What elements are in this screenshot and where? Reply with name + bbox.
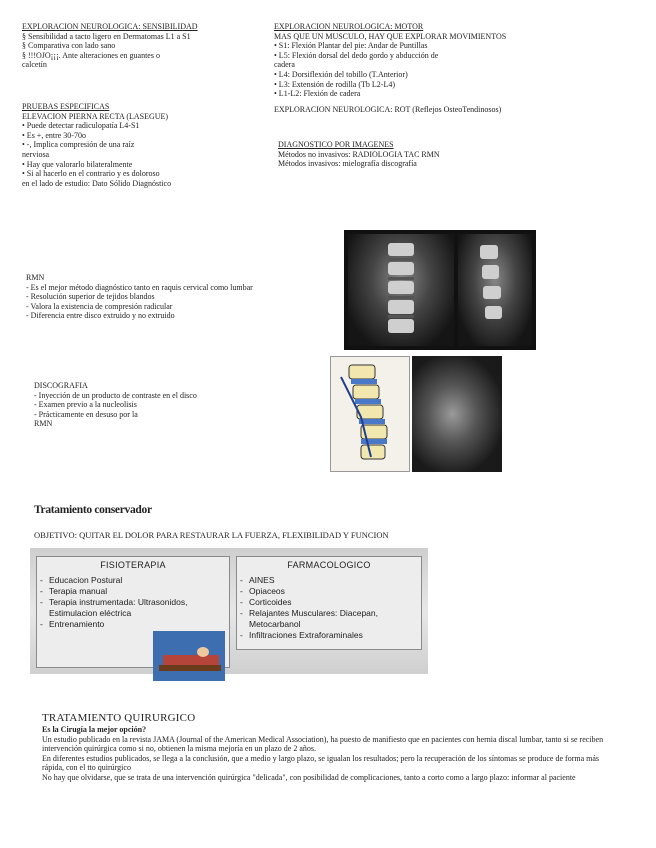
quirurgico-paragraph: En diferentes estudios publicados, se llega a la conclusión, que a medio y largo plazo, se igualan los resultados; pero la recuperación de los síntomas se produce de forma más rápida, con el tto quirúrgico — [42, 753, 600, 773]
spine-drawing-icon — [331, 357, 409, 471]
pruebas-line: • Puede detectar radiculopatía L4-S1 — [22, 121, 140, 131]
discografia-line: RMN — [34, 419, 53, 429]
rmn-title: RMN — [26, 273, 45, 282]
rmn-line: - Resolución superior de tejidos blandos — [26, 292, 155, 302]
discografia-xray — [412, 356, 502, 472]
fisioterapia-item: - Educacion Postural — [49, 575, 229, 586]
pruebas-line: • -, Implica compresión de una raíz — [22, 140, 135, 150]
discografia-line: - Inyección de un producto de contraste en el disco — [34, 390, 197, 400]
conservador-title: Tratamiento conservador — [34, 504, 152, 516]
motor-line: cadera — [274, 60, 295, 70]
motor-subtitle: MAS QUE UN MUSCULO, HAY QUE EXPLORAR MOVIMIENTOS — [274, 31, 507, 41]
motor-line: • S1: Flexión Plantar del pie: Andar de Puntillas — [274, 41, 428, 51]
pruebas-subtitle: ELEVACION PIERNA RECTA (LASEGUE) — [22, 111, 169, 121]
diagnostico-title: DIAGNOSTICO POR IMAGENES — [278, 140, 394, 149]
farmacologico-item: - Opiaceos — [249, 586, 421, 597]
sensibilidad-line: § Comparativa con lado sano — [22, 41, 116, 51]
fisioterapia-title: FISIOTERAPIA — [100, 560, 166, 570]
motor-line: • L1-L2: Flexión de cadera — [274, 89, 361, 99]
pruebas-line: en el lado de estudio: Dato Sólido Diagnóstico — [22, 178, 172, 188]
diagnostico-line: Métodos invasivos: mielografía discografía — [278, 159, 417, 169]
tratamiento-panel — [30, 548, 428, 674]
pruebas-section — [22, 102, 252, 188]
farmacologico-box — [236, 556, 422, 650]
rmn-line: - Valora la existencia de compresión radicular — [26, 301, 173, 311]
sensibilidad-line: § !!!OJO¡¡¡. Ante alteraciones en guantes o — [22, 50, 160, 60]
fisioterapia-item: - Terapia instrumentada: Ultrasonidos, Estimulacion eléctrica — [49, 597, 229, 619]
rmn-line: - Diferencia entre disco extruido y no extruido — [26, 311, 175, 321]
conservador-objetivo: OBJETIVO: QUITAR EL DOLOR PARA RESTAURAR LA FUERZA, FLEXIBILIDAD Y FUNCION — [34, 530, 389, 540]
discografia-title: DISCOGRAFIA — [34, 381, 88, 390]
sensibilidad-line: § Sensibilidad a tacto ligero en Dermatomas L1 a S1 — [22, 31, 191, 41]
bed-illustration-icon — [153, 631, 225, 681]
diagnostico-line: Métodos no invasivos: RADIOLOGIA TAC RMN — [278, 149, 440, 159]
quirurgico-subtitle: Es la Cirugía la mejor opción? — [42, 725, 147, 734]
pruebas-title: PRUEBAS ESPECIFICAS — [22, 102, 110, 111]
fisioterapia-item: - Terapia manual — [49, 586, 229, 597]
quirurgico-paragraph: No hay que olvidarse, que se trata de una intervención quirúrgica "delicada", con posibilidad de complicaciones, tanto a corto como a largo plazo: informar al paciente — [42, 772, 576, 782]
mri-sagittal-pane — [458, 234, 532, 346]
rot-heading: EXPLORACION NEUROLOGICA: ROT (Reflejos OsteoTendinosos) — [274, 104, 502, 114]
farmacologico-title: FARMACOLOGICO — [287, 560, 371, 570]
mri-axial-pane — [348, 234, 454, 346]
farmacologico-item: - Corticoides — [249, 597, 421, 608]
farmacologico-item: - Infiltraciones Extraforaminales — [249, 630, 421, 641]
quirurgico-paragraph: Un estudio publicado en la revista JAMA (Journal of the American Medical Association), ha puesto de manifiesto que en pacientes con hernia discal lumbar, tanto si se reciben intervención quirúrgica como si no, obtienen la misma mejoría en un plazo de 2 años. — [42, 734, 604, 754]
quirurgico-title: TRATAMIENTO QUIRURGICO — [42, 712, 196, 724]
fisioterapia-item: - Entrenamiento — [49, 619, 229, 630]
diagnostico-section — [278, 140, 558, 169]
pruebas-line: • Es +, entre 30-70o — [22, 130, 86, 140]
motor-line: • L3: Extensión de rodilla (Tb L2-L4) — [274, 79, 395, 89]
motor-line: • L5: Flexión dorsal del dedo gordo y abducción de — [274, 50, 439, 60]
pruebas-line: nerviosa — [22, 149, 50, 159]
motor-section — [274, 22, 574, 114]
pruebas-line: • Hay que valorarlo bilateralmente — [22, 159, 133, 169]
rmn-line: - Es el mejor método diagnóstico tanto en raquis cervical como lumbar — [26, 282, 253, 292]
discografia-drawing — [330, 356, 410, 472]
discografia-line: - Prácticamente en desuso por la — [34, 409, 138, 419]
discografia-section — [34, 381, 274, 429]
motor-line: • L4: Dorsiflexión del tobillo (T.Anterior) — [274, 69, 408, 79]
pruebas-line: • Si al hacerlo en el contrario y es doloroso — [22, 169, 160, 179]
quirurgico-section — [42, 725, 622, 783]
motor-title: EXPLORACION NEUROLOGICA: MOTOR — [274, 22, 424, 31]
farmacologico-item: - Relajantes Musculares: Diacepan, Metocarbanol — [249, 608, 421, 630]
fisioterapia-box — [36, 556, 230, 668]
sensibilidad-title: EXPLORACION NEUROLOGICA: SENSIBILIDAD — [22, 22, 198, 31]
discografia-line: - Examen previo a la nucleolisis — [34, 400, 137, 410]
farmacologico-item: - AINES — [249, 575, 421, 586]
rmn-section — [26, 273, 326, 321]
sensibilidad-line: calcetín — [22, 60, 47, 70]
mri-image — [344, 230, 536, 350]
sensibilidad-section — [22, 22, 252, 70]
